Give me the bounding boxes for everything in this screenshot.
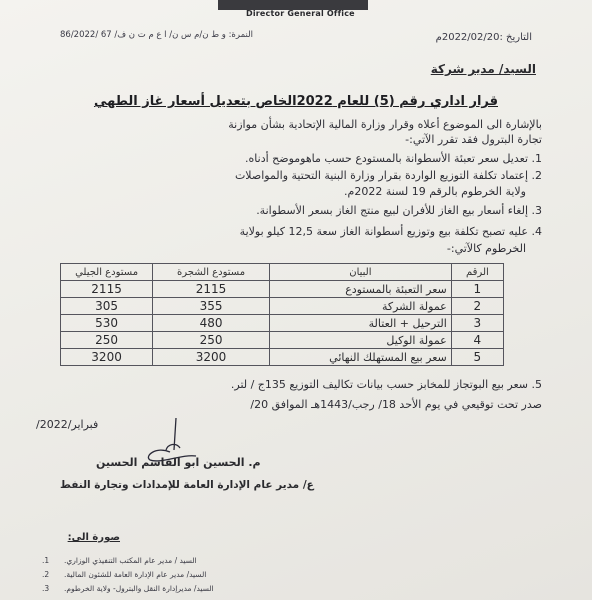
col-shajara: مستودع الشجرة	[153, 264, 270, 281]
intro-line-1: بالإشارة الى الموضوع أعلاه وقرار وزارة المالية الإتحادية بشأن موازنة	[228, 118, 542, 131]
table-row	[61, 315, 504, 332]
item-2-cont: ولاية الخرطوم بالرقم 19 لسنة 2022م.	[344, 185, 526, 198]
cell-no: 3	[451, 315, 503, 332]
fees-table	[60, 263, 504, 366]
table-row	[61, 332, 504, 349]
addressee	[431, 62, 536, 76]
cell-jaili: 530	[61, 315, 153, 332]
item-1: 1. تعديل سعر تعبئة الأسطوانة بالمستودع حسب ماهوموضح أدناه.	[245, 152, 542, 165]
cell-item: عمولة الشركة	[269, 298, 451, 315]
item-2: 2. إعتماد تكلفة التوزيع الواردة بقرار وزارة البنية التحتية والمواصلات	[234, 169, 542, 182]
item-5: 5. سعر بيع البوتجاز للمخابز حسب بيانات تكاليف التوزيع 135ج / لتر.	[230, 378, 542, 391]
cell-item: سعر بيع المستهلك النهائي	[269, 349, 451, 366]
item-4-cont: الخرطوم كالآتي:-	[446, 242, 526, 255]
cc-number: 1.	[42, 556, 50, 565]
signatory-name: م. الحسين ابو القاسم الحسين	[96, 456, 261, 469]
cell-jaili: 305	[61, 298, 153, 315]
cell-item: عمولة الوكيل	[269, 332, 451, 349]
col-jaili: مستودع الجيلي	[61, 264, 153, 281]
cc-text: السيد / مدير عام المكتب التنفيذي الوزاري.	[64, 556, 197, 565]
cc-number: 2.	[42, 570, 50, 579]
decision-title: قرار اداري رقم (5) للعام 2022الخاص بتعديل أسعار غاز الطهي	[93, 94, 498, 109]
item-4: 4. عليه تصبح تكلفة بيع وتوزيع أسطوانة الغاز سعة 12,5 كيلو بولاية	[239, 225, 542, 238]
cc-item-1	[42, 556, 197, 565]
signatory-role: ع/ مدير عام الإدارة العامة للإمدادات وتجارة النفط	[60, 479, 314, 491]
letterhead-office: Director General Office	[246, 9, 355, 18]
cell-no: 1	[451, 281, 503, 298]
cell-item: سعر التعبئة بالمستودع	[269, 281, 451, 298]
cc-text: السيد/ مدير عام الإدارة العامة للشئون المالية.	[64, 570, 207, 579]
table-row	[61, 349, 504, 366]
cell-jaili: 250	[61, 332, 153, 349]
cc-number: 3.	[42, 584, 50, 593]
item-3: 3. إلغاء أسعار بيع الغاز للأفران لبيع منتج الغاز بسعر الأسطوانة.	[256, 204, 542, 217]
table-row	[61, 298, 504, 315]
cell-shajara: 250	[153, 332, 270, 349]
cell-jaili: 3200	[61, 349, 153, 366]
cc-item-3	[42, 584, 214, 593]
col-no: الرقم	[451, 264, 503, 281]
cell-item: الترحيل + العتالة	[269, 315, 451, 332]
cell-no: 4	[451, 332, 503, 349]
issued-line-1: صدر تحت توقيعي في يوم الأحد 18/ رجب/1443هـ الموافق 20/	[250, 398, 542, 411]
col-item: البيان	[269, 264, 451, 281]
cell-jaili: 2115	[61, 281, 153, 298]
cell-shajara: 3200	[153, 349, 270, 366]
table-header-row	[61, 264, 504, 281]
document-date: التاريخ :2022/02/20م	[435, 32, 532, 43]
cell-shajara: 355	[153, 298, 270, 315]
cell-shajara: 480	[153, 315, 270, 332]
reference-number: النمرة: و ط ن/م س ن/ ا ع م ت ن ف/ 67 /86/2022	[60, 30, 254, 40]
cc-item-2	[42, 570, 207, 579]
cell-no: 2	[451, 298, 503, 315]
issued-line-2: فبراير/2022/	[36, 418, 99, 431]
table-row	[61, 281, 504, 298]
cc-title: صورة الى:	[67, 532, 120, 543]
cc-text: السيد/ مديرإدارة النقل والبترول- ولاية الخرطوم.	[64, 584, 214, 593]
cell-no: 5	[451, 349, 503, 366]
cell-shajara: 2115	[153, 281, 270, 298]
intro-line-2: تجارة البترول فقد تقرر الآتي:-	[405, 133, 542, 146]
addressee-text: السيد/ مدير شركة	[430, 62, 536, 76]
